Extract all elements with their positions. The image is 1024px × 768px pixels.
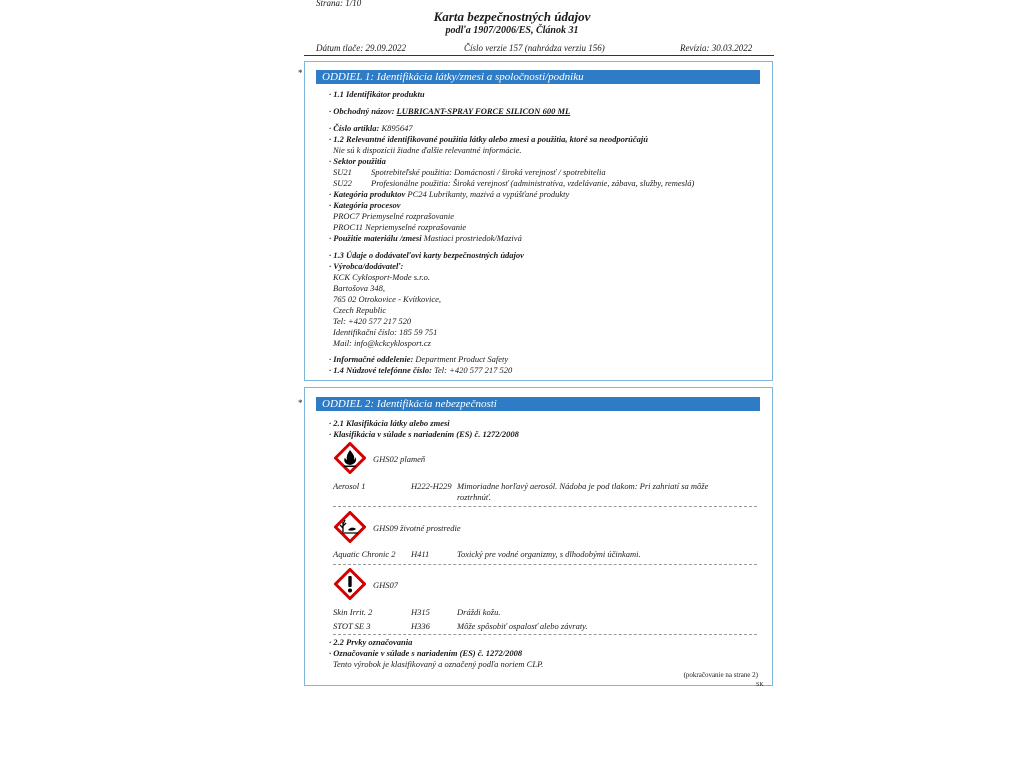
document-subtitle: podľa 1907/2006/ES, Článok 31: [445, 25, 579, 36]
ghs07-label: GHS07: [373, 580, 399, 590]
hazard-code: H315: [411, 607, 430, 617]
su21-code: SU21: [333, 167, 352, 177]
s2-labelling-regulation: · Označovanie v súlade s nariadením (ES) č. 1272/2008: [329, 648, 523, 658]
version-number: Číslo verzie 157 (nahrádza verziu 156): [464, 43, 605, 53]
divider: [333, 634, 757, 635]
address-line: Czech Republic: [333, 305, 387, 315]
header-divider: [304, 55, 774, 56]
section-1-title: ODDIEL 1: Identifikácia látky/zmesi a spoločnosti/podniku: [316, 70, 760, 84]
s1-product-identifier: · 1.1 Identifikátor produktu: [329, 89, 425, 99]
hazard-text-cont: roztrhnúť.: [457, 492, 492, 502]
continuation-note: (pokračovanie na strane 2): [683, 671, 758, 679]
exclamation-mark-icon: [334, 568, 366, 600]
ghs02-label: GHS02 plameň: [373, 454, 426, 464]
article-label: · Číslo artikla:: [329, 123, 380, 133]
s2-label-elements: · 2.2 Prvky označovania: [329, 637, 413, 647]
s1-emergency-phone: [329, 365, 512, 376]
s1-article-number: [329, 123, 413, 134]
section-2-box: [304, 387, 773, 686]
su21-text: Spotrebiteľské použitia: Domácnosti / široká verejnosť / spotrebitelia: [371, 167, 606, 177]
s1-manufacturer: · Výrobca/dodávateľ:: [329, 261, 404, 271]
hazard-text: Toxický pre vodné organizmy, s dlhodobými účinkami.: [457, 549, 641, 559]
s2-classification-regulation: · Klasifikácia v súlade s nariadením (ES) č. 1272/2008: [329, 429, 519, 439]
hazard-code: H411: [411, 549, 430, 559]
flame-icon: [334, 442, 366, 474]
hazard-row-aquatic: [333, 549, 641, 559]
s1-process-category: · Kategória procesov: [329, 200, 401, 210]
hazard-text: Mimoriadne horľavý aerosól. Nádoba je pod tlakom: Pri zahriatí sa môže: [457, 481, 709, 491]
print-date: Dátum tlače: 29.09.2022: [316, 43, 406, 53]
s1-su21: [333, 167, 606, 178]
s1-proc11: PROC11 Nepriemyselné rozprašovanie: [333, 222, 467, 232]
info-dept-label: · Informačné oddelenie:: [329, 354, 414, 364]
hazard-row-skin: [333, 607, 500, 617]
s1-relevant-uses: · 1.2 Relevantné identifikované použitia látky alebo zmesi a použitia, ktoré sa neodporúčajú: [329, 134, 648, 144]
s1-product-category: [329, 189, 569, 200]
material-use-label: · Použitie materiálu /zmesi: [329, 233, 422, 243]
emergency-value: Tel: +420 577 217 520: [434, 365, 513, 375]
revision-date: Revízia: 30.03.2022: [680, 43, 753, 53]
hazard-text: Môže spôsobiť ospalosť alebo závraty.: [457, 621, 588, 631]
product-category-label: · Kategória produktov: [329, 189, 406, 199]
info-dept-value: Department Product Safety: [415, 354, 509, 364]
hazard-text: Dráždi kožu.: [457, 607, 501, 617]
divider: [333, 506, 757, 507]
s1-no-info: Nie sú k dispozícii žiadne ďalšie relevantné informácie.: [333, 145, 522, 155]
article-value: K895647: [381, 123, 413, 133]
emergency-label: · 1.4 Núdzové telefónne číslo:: [329, 365, 432, 375]
change-marker: *: [298, 398, 303, 408]
hazard-code: H336: [411, 621, 430, 631]
hazard-class: STOT SE 3: [333, 621, 371, 631]
s1-info-department: [329, 354, 508, 365]
phone-line: Tel: +420 577 217 520: [333, 316, 412, 326]
hazard-class: Aerosol 1: [333, 481, 366, 491]
s2-clp-note: Tento výrobok je klasifikovaný a označený podľa noriem CLP.: [333, 659, 544, 669]
s1-proc7: PROC7 Priemyselné rozprašovanie: [333, 211, 455, 221]
hazard-code: H222-H229: [411, 481, 452, 491]
id-number-line: Identifikační číslo: 185 59 751: [333, 327, 438, 337]
language-code: SK: [756, 682, 764, 688]
s2-classification: · 2.1 Klasifikácia látky alebo zmesi: [329, 418, 450, 428]
email-line: Mail: info@kckcyklosport.cz: [333, 338, 431, 348]
ghs09-label: GHS09 životné prostredie: [373, 523, 461, 533]
hazard-row-aerosol: [333, 481, 708, 491]
address-line: Bartošova 348,: [333, 283, 385, 293]
change-marker: *: [298, 68, 303, 78]
trade-name-label: · Obchodný názov:: [329, 106, 395, 116]
section-1-box: [304, 61, 773, 381]
section-2-title: ODDIEL 2: Identifikácia nebezpečnosti: [316, 397, 760, 411]
document-title: Karta bezpečnostných údajov: [433, 9, 591, 24]
product-category-value: PC24 Lubrikanty, mazivá a vypúšťané produkty: [407, 189, 570, 199]
address-line: KCK Cyklosport-Mode s.r.o.: [333, 272, 431, 282]
su22-code: SU22: [333, 178, 352, 188]
divider: [333, 564, 757, 565]
s1-material-use: [329, 233, 522, 244]
hazard-class: Skin Irrit. 2: [333, 607, 373, 617]
environment-icon: [334, 511, 366, 543]
address-line: 765 02 Otrokovice - Kvítkovice,: [333, 294, 442, 304]
s1-sector: · Sektor použitia: [329, 156, 386, 166]
trade-name-value: LUBRICANT-SPRAY FORCE SILICON 600 ML: [396, 106, 571, 116]
s1-supplier-heading: · 1.3 Údaje o dodávateľovi karty bezpečnostných údajov: [329, 250, 524, 260]
hazard-row-stot: [333, 621, 588, 631]
material-use-value: Mastiaci prostriedok/Mazivá: [423, 233, 522, 243]
s1-trade-name: [329, 106, 570, 117]
su22-text: Profesionálne použitia: Široká verejnosť (administratíva, vzdelávanie, zábava, služby, remeslá): [371, 178, 695, 188]
page-number: Strana: 1/10: [316, 0, 362, 8]
s1-su22: [333, 178, 694, 189]
hazard-class: Aquatic Chronic 2: [333, 549, 396, 559]
